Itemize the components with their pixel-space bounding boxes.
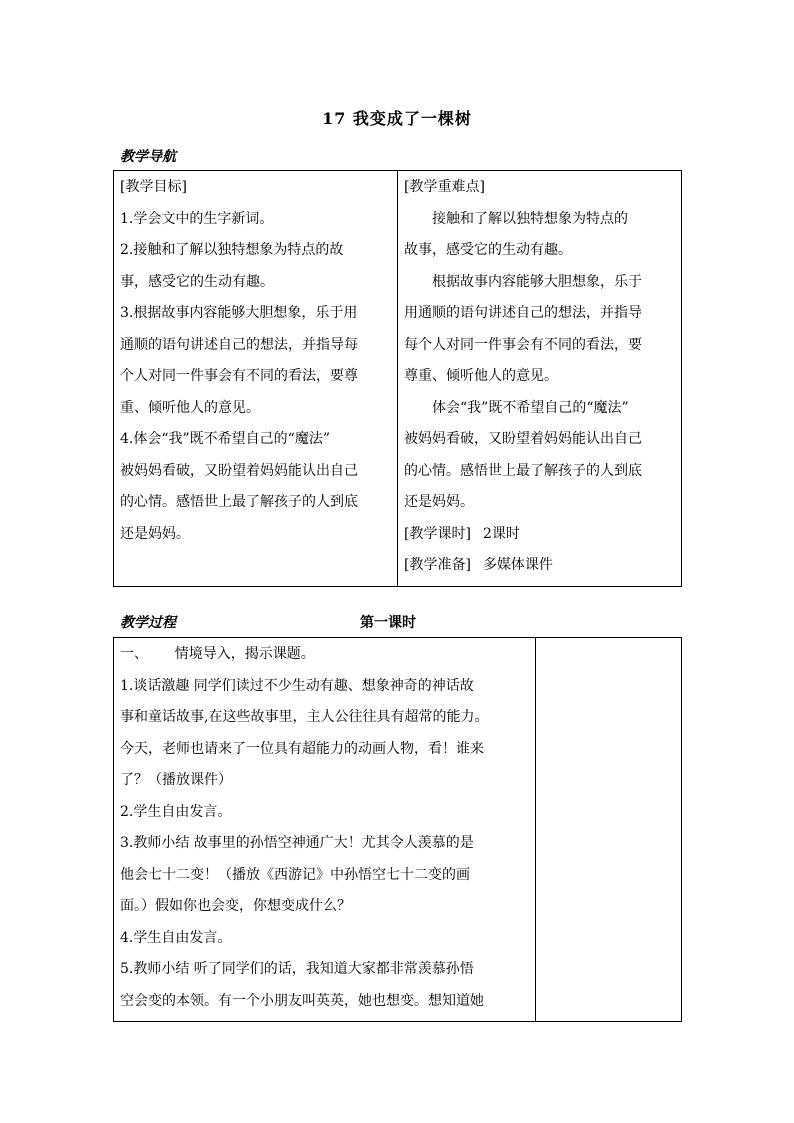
process-table (113, 637, 682, 1022)
process-line: 2.学生自由发言。 (120, 803, 232, 820)
process-cell (114, 638, 536, 1022)
process-heading: 教学过程 (120, 615, 176, 631)
keypoints-line: 还是妈妈。 (404, 494, 474, 510)
keypoints-line: 的心情。感悟世上最了解孩子的人到底 (404, 462, 642, 479)
goals-line: 通顺的语句讲述自己的想法，并指导每 (120, 336, 358, 353)
process-line: 面。）假如你也会变，你想变成什么？ (120, 898, 351, 914)
process-line: 5.教师小结 听了同学们的话，我知道大家都非常羡慕孙悟 (120, 961, 474, 977)
goals-line: 被妈妈看破，又盼望着妈妈能认出自己 (120, 462, 358, 479)
preparation-value: 多媒体课件 (482, 557, 553, 573)
process-line: 一、 情境导入，揭示课题。 (120, 646, 315, 662)
page-title: 17 我变成了一棵树 (322, 109, 472, 128)
keypoints-line: 用通顺的语句讲述自己的想法，并指导 (404, 305, 642, 321)
notes-cell (536, 638, 682, 1022)
keypoints-line: 接触和了解以独特想象为特点的 (432, 210, 628, 227)
goals-line: 个人对同一件事会有不同的看法，要尊 (120, 368, 358, 384)
class-hours-label: [教学课时] (404, 525, 471, 542)
process-line: 事和童话故事,在这些故事里，主人公往往具有超常的能力。 (120, 709, 489, 725)
keypoints-line: 故事，感受它的生动有趣。 (404, 242, 572, 258)
goals-line: 1.学会文中的生字新词。 (120, 210, 274, 227)
goals-line: 重、倾听他人的意见。 (120, 399, 260, 416)
guide-heading: 教学导航 (120, 149, 176, 165)
keypoints-line: 每个人对同一件事会有不同的看法，要 (404, 336, 642, 353)
class-hours-value: 2课时 (482, 525, 520, 542)
preparation-label: [教学准备] (404, 557, 471, 573)
process-line: 1.谈话激趣 同学们读过不少生动有趣、想象神奇的神话故 (120, 677, 474, 694)
process-line: 今天，老师也请来了一位具有超能力的动画人物，看！谁来 (120, 740, 484, 757)
goals-line: 的心情。感悟世上最了解孩子的人到底 (120, 494, 358, 510)
keypoints-cell (398, 171, 682, 587)
class-hours (404, 519, 675, 551)
lesson-label: 第一课时 (360, 615, 416, 631)
keypoints-heading: [教学重难点] (404, 179, 485, 195)
process-line: 他会七十二变！（播放《西游记》中孙悟空七十二变的画 (120, 866, 470, 883)
preparation (404, 550, 675, 582)
goals-line: 4.体会“我”既不希望自己的“魔法” (120, 431, 330, 447)
keypoints-line: 根据故事内容能够大胆想象，乐于 (432, 273, 642, 290)
process-line: 3.教师小结 故事里的孙悟空神通广大！尤其令人羡慕的是 (120, 835, 474, 851)
guide-table (113, 170, 682, 587)
process-line: 了？（播放课件） (120, 772, 232, 788)
process-line: 4.学生自由发言。 (120, 929, 232, 946)
goals-cell (114, 171, 398, 587)
goals-line: 还是妈妈。 (120, 525, 190, 542)
goals-heading: [教学目标] (120, 179, 187, 195)
keypoints-line: 体会“我”既不希望自己的“魔法” (432, 399, 629, 416)
keypoints-line: 被妈妈看破，又盼望着妈妈能认出自己 (404, 431, 642, 447)
goals-line: 2.接触和了解以独特想象为特点的故 (120, 242, 344, 258)
goals-line: 事，感受它的生动有趣。 (120, 273, 274, 290)
process-line: 空会变的本领。有一个小朋友叫英英，她也想变。想知道她 (120, 992, 484, 1009)
goals-line: 3.根据故事内容能够大胆想象，乐于用 (120, 305, 358, 321)
keypoints-line: 尊重、倾听他人的意见。 (404, 368, 558, 384)
